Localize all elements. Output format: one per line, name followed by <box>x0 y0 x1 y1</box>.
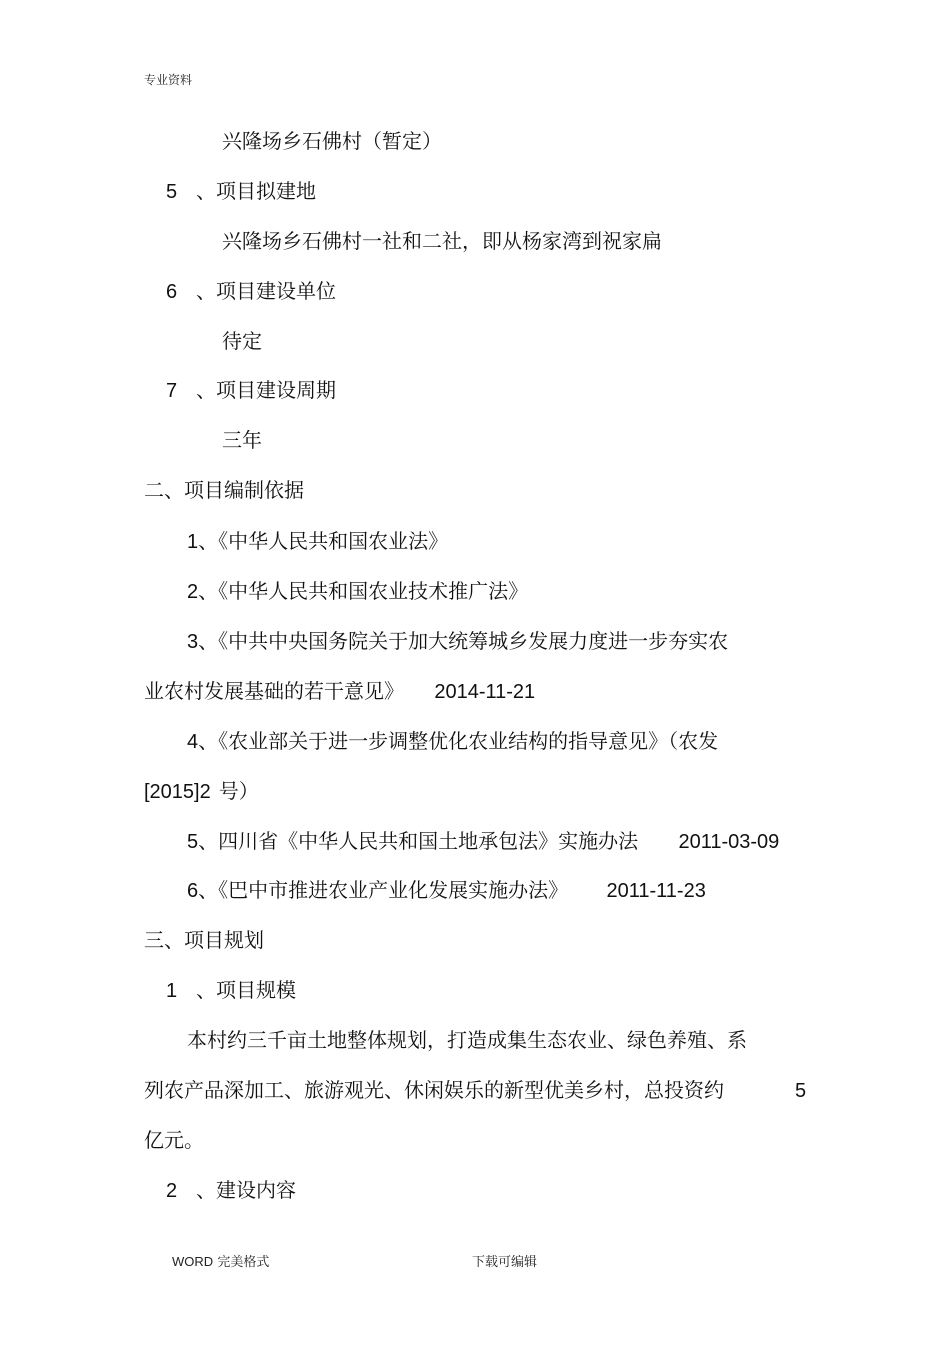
section-heading: 三、项目规划 <box>144 928 264 952</box>
section-heading: 二、项目编制依据 <box>144 478 304 502</box>
reference-item: 3、《中共中央国务院关于加大统筹城乡发展力度进一步夯实农 <box>187 629 729 653</box>
reference-item-continuation: [2015]2 号） <box>144 779 259 803</box>
reference-item: 2、《中华人民共和国农业技术推广法》 <box>187 579 529 603</box>
list-item-heading: 2 、建设内容 <box>166 1178 296 1202</box>
reference-item-continuation: 业农村发展基础的若干意见》 2014-11-21 <box>144 679 536 703</box>
text-line: 三年 <box>222 428 262 452</box>
paragraph-line-tail: 5 <box>795 1080 807 1102</box>
text-line: 兴隆场乡石佛村（暂定） <box>222 129 442 153</box>
reference-date: 2014-11-21 <box>434 681 536 703</box>
footer-left: WORD 完美格式 <box>172 1254 270 1270</box>
reference-item: 6、《巴中市推进农业产业化发展实施办法》 2011-11-23 <box>187 878 706 902</box>
paragraph-line: 本村约三千亩土地整体规划，打造成集生态农业、绿色养殖、系 <box>187 1028 747 1052</box>
paragraph-line: 列农产品深加工、旅游观光、休闲娱乐的新型优美乡村，总投资约 <box>144 1078 724 1102</box>
page-header: 专业资料 <box>144 73 193 87</box>
text-line: 兴隆场乡石佛村一社和二社，即从杨家湾到祝家扁 <box>222 229 662 253</box>
text-line: 待定 <box>222 329 262 353</box>
footer-right: 下载可编辑 <box>472 1255 538 1270</box>
paragraph-line: 亿元。 <box>144 1128 204 1152</box>
list-item-heading: 6 、项目建设单位 <box>166 279 336 303</box>
list-item-heading: 7 、项目建设周期 <box>166 378 336 402</box>
list-item-heading: 1 、项目规模 <box>166 978 296 1002</box>
reference-date: 2011-03-09 <box>678 831 780 853</box>
list-item-heading: 5 、项目拟建地 <box>166 179 316 203</box>
reference-item: 1、《中华人民共和国农业法》 <box>187 529 449 553</box>
reference-item: 4、《农业部关于进一步调整优化农业结构的指导意见》（农发 <box>187 729 719 753</box>
reference-date: 2011-11-23 <box>606 880 706 902</box>
reference-item: 5、四川省《中华人民共和国土地承包法》实施办法 2011-03-09 <box>187 829 780 853</box>
